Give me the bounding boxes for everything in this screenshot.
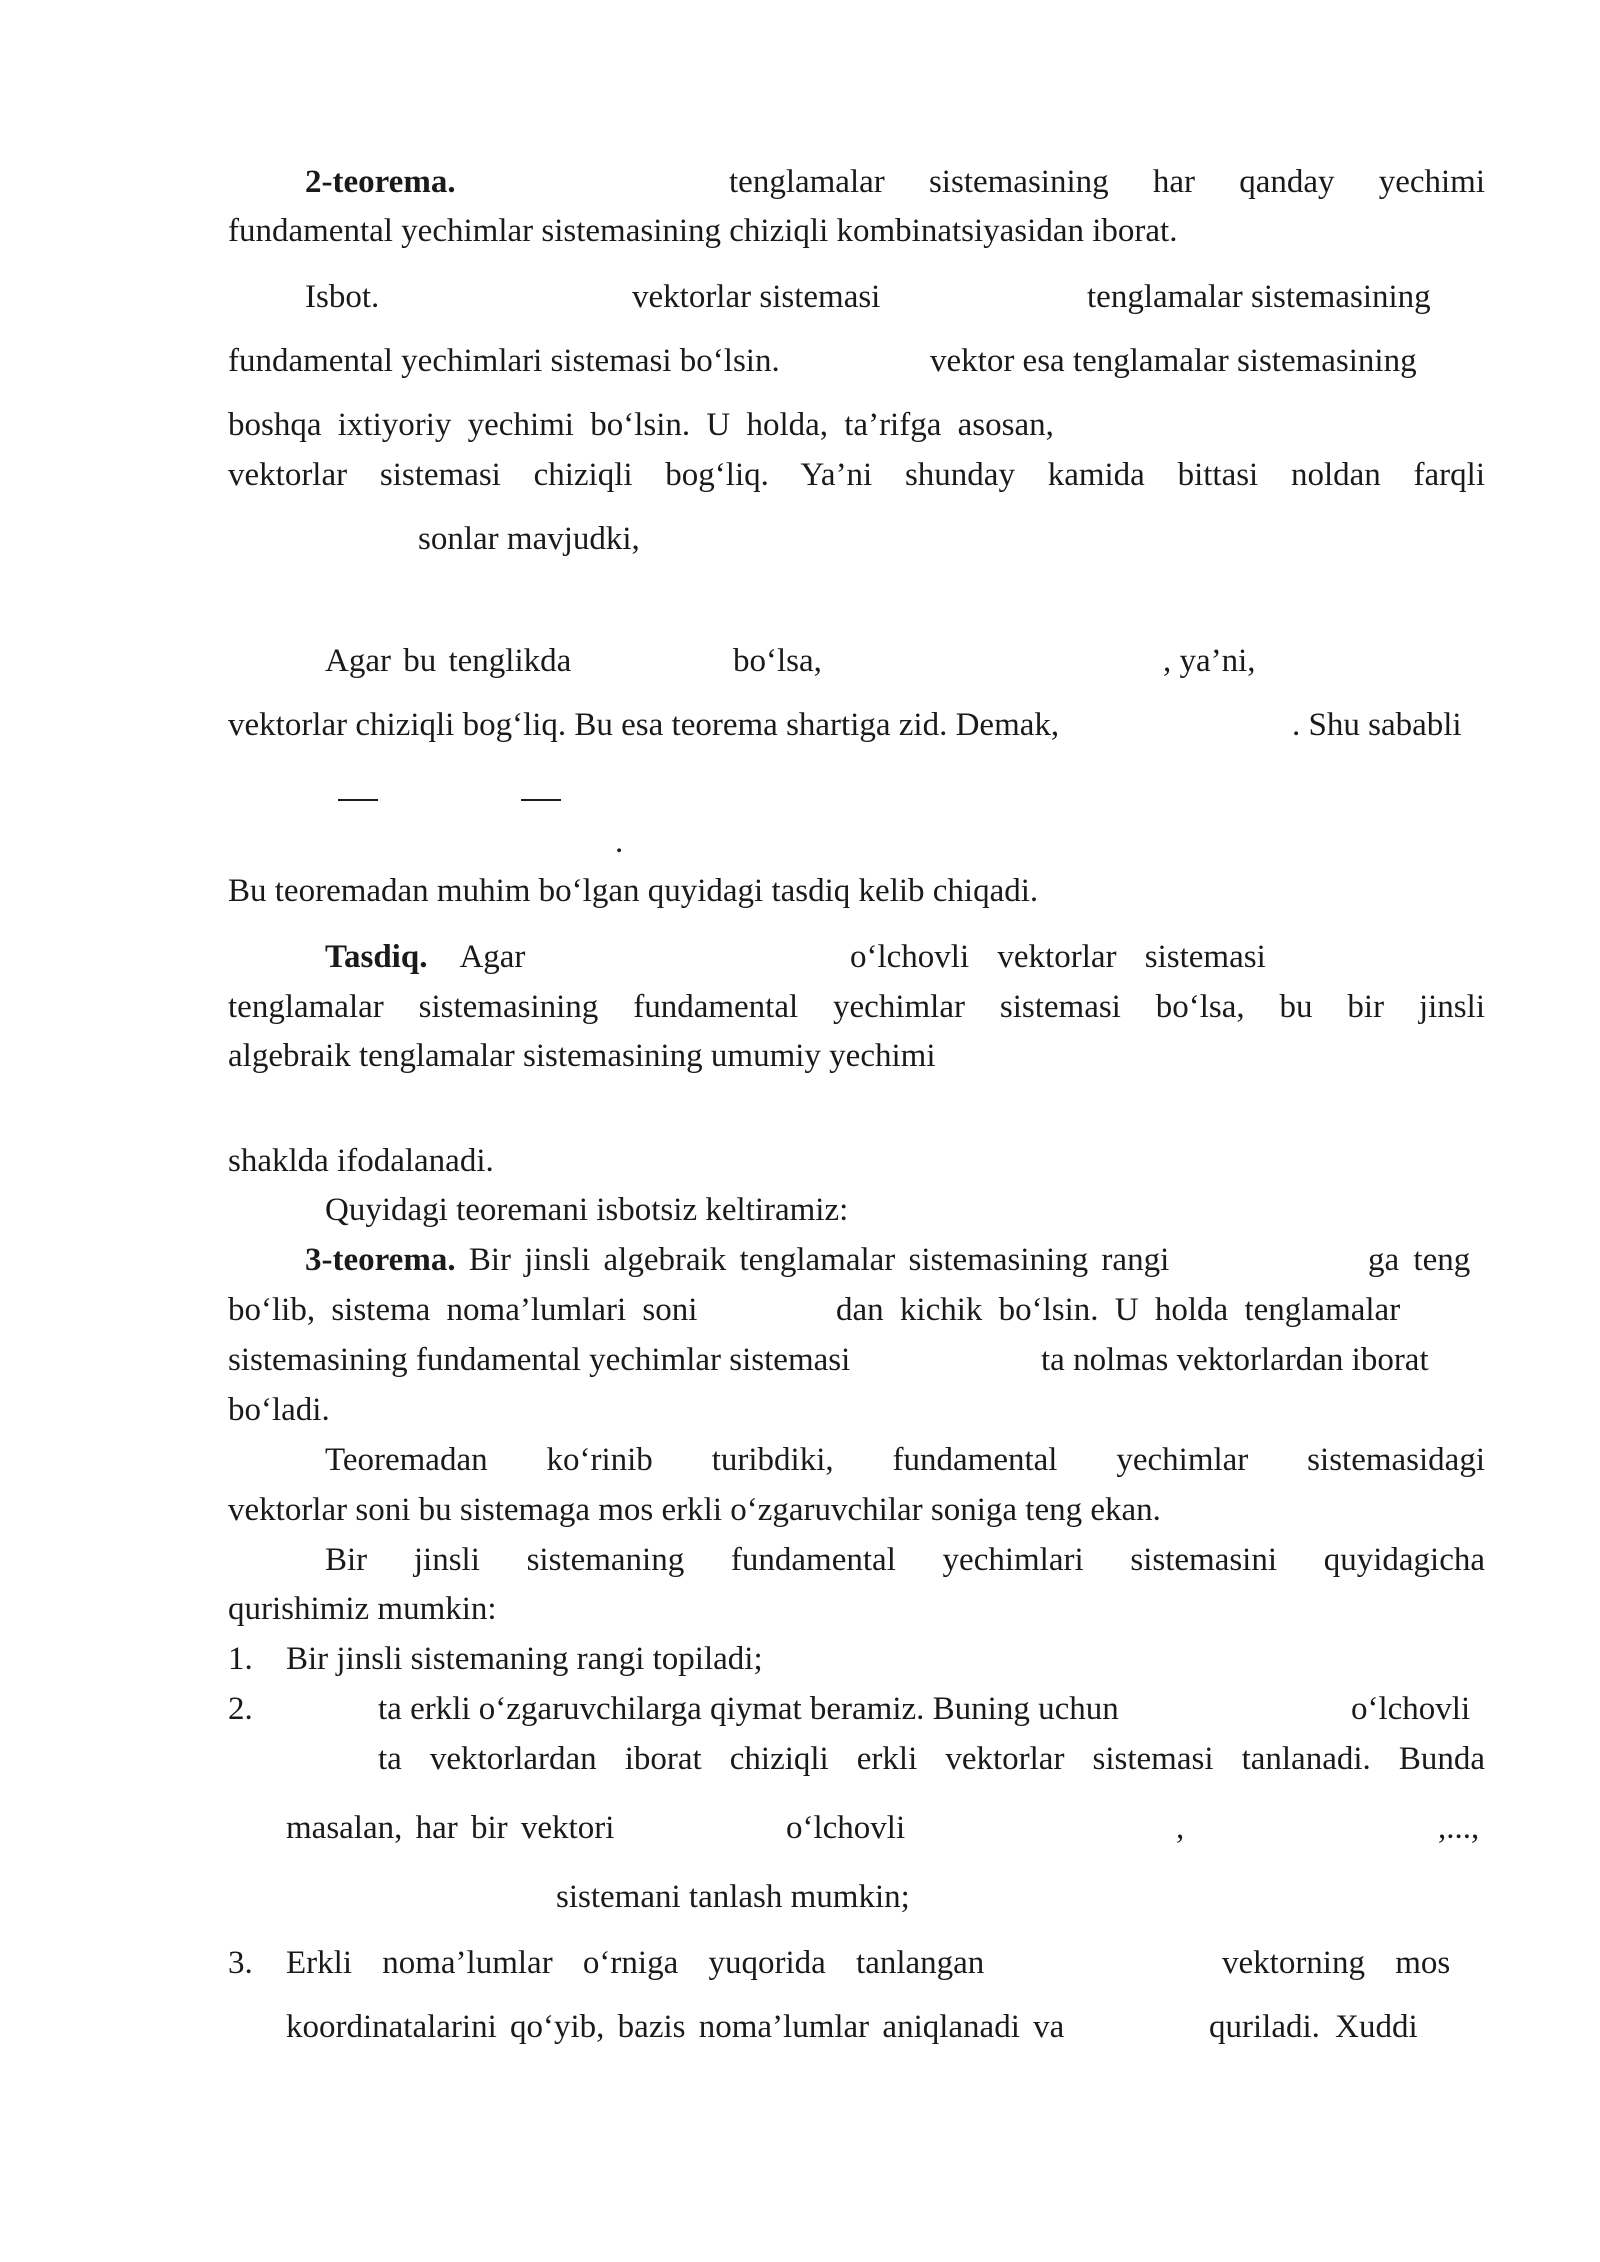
theorem-2-line-1: 2-teorema. tenglamalar sistemasining har qanday yechimi [305,164,1485,200]
proof-line-7a: vektorlar chiziqli bog‘liq. Bu esa teorema shartiga zid. Demak, [228,707,1060,743]
list-item-2-line-2: ta vektorlardan iborat chiziqli erkli vektorlar sistemasi tanlanadi. Bunda [378,1741,1485,1777]
list-item-2-ellipsis: ,..., [1438,1810,1480,1846]
formula-end-period: . [615,824,624,860]
theorem-3-line-1a: 3-teorema. Bir jinsli algebraik tenglamalar sistemasining rangi [305,1242,1170,1278]
theorem-2-heading: 2-teorema. [305,164,456,200]
list-item-3-number: 3. [228,1945,253,1981]
theorem-3-line-2a: bo‘lib, sistema noma’lumlari soni [228,1292,698,1328]
list-item-2-line-4: sistemani tanlash mumkin; [556,1879,910,1915]
list-item-1-number: 1. [228,1641,253,1677]
fraction-bar [338,799,378,801]
list-item-3-line-1a: Erkli noma’lumlar o‘rniga yuqorida tanlangan [286,1945,985,1981]
proof-line-7b: . Shu sababli [1292,707,1462,743]
list-item-2-number: 2. [228,1691,253,1727]
proof-line-6a: Agar bu tenglikda [325,643,572,679]
list-item-3-line-1b: vektorning mos [1222,1945,1451,1981]
tasdiq-line-1b: o‘lchovli vektorlar sistemasi [850,939,1266,975]
remark-line-1: Teoremadan ko‘rinib turibdiki, fundamental yechimlar sistemasidagi [325,1442,1485,1478]
intro-theorem-3: Quyidagi teoremani isbotsiz keltiramiz: [325,1192,849,1228]
proof-line-2b: vektor esa tenglamalar sistemasining [930,343,1417,379]
list-item-2-line-3b: o‘lchovli [786,1810,906,1846]
theorem-3-heading: 3-teorema. [305,1242,456,1278]
tasdiq-line-4: shaklda ifodalanadi. [228,1143,494,1179]
theorem-3-line-4: bo‘ladi. [228,1392,330,1428]
tasdiq-line-3: algebraik tenglamalar sistemasining umumiy yechimi [228,1038,936,1074]
theorem-2-line-2: fundamental yechimlar sistemasining chiziqli kombinatsiyasidan iborat. [228,213,1178,249]
proof-line-2a: fundamental yechimlari sistemasi bo‘lsin. [228,343,780,379]
tasdiq-line-2: tenglamalar sistemasining fundamental yechimlar sistemasi bo‘lsa, bu bir jinsli [228,989,1485,1025]
construction-line-2: qurishimiz mumkin: [228,1591,497,1627]
list-item-2-line-3a: masalan, har bir vektori [286,1810,615,1846]
theorem-3-line-3b: ta nolmas vektorlardan iborat [1041,1342,1429,1378]
proof-line-4: vektorlar sistemasi chiziqli bog‘liq. Ya’ni shunday kamida bittasi noldan farqli [228,457,1485,493]
fraction-bar [521,799,561,801]
theorem-3-line-1b: ga teng [1368,1242,1471,1278]
tasdiq-line-1a: Tasdiq. Agar [325,939,526,975]
list-item-2-comma: , [1176,1810,1185,1846]
proof-line-1a: vektorlar sistemasi [632,279,881,315]
proof-heading: Isbot. [305,279,380,315]
tasdiq-heading: Tasdiq. [325,939,428,975]
construction-line-1: Bir jinsli sistemaning fundamental yechimlari sistemasini quyidagicha [325,1542,1485,1578]
corollary-intro: Bu teoremadan muhim bo‘lgan quyidagi tasdiq kelib chiqadi. [228,873,1039,909]
list-item-1-text: Bir jinsli sistemaning rangi topiladi; [286,1641,763,1677]
proof-line-3: boshqa ixtiyoriy yechimi bo‘lsin. U holda, ta’rifga asosan, [228,407,1054,443]
theorem-3-line-2b: dan kichik bo‘lsin. U holda tenglamalar [836,1292,1401,1328]
list-item-2-line-1b: o‘lchovli [1351,1691,1471,1727]
proof-line-6b: bo‘lsa, [733,643,822,679]
theorem-3-line-3a: sistemasining fundamental yechimlar sistemasi [228,1342,851,1378]
list-item-3-line-2b: quriladi. Xuddi [1209,2009,1418,2045]
proof-line-6c: , ya’ni, [1163,643,1256,679]
list-item-3-line-2a: koordinatalarini qo‘yib, bazis noma’lumlar aniqlanadi va [286,2009,1065,2045]
proof-line-5: sonlar mavjudki, [418,521,640,557]
list-item-2-line-1a: ta erkli o‘zgaruvchilarga qiymat beramiz. Buning uchun [378,1691,1119,1727]
proof-line-1b: tenglamalar sistemasining [1087,279,1431,315]
remark-line-2: vektorlar soni bu sistemaga mos erkli o‘zgaruvchilar soniga teng ekan. [228,1492,1161,1528]
